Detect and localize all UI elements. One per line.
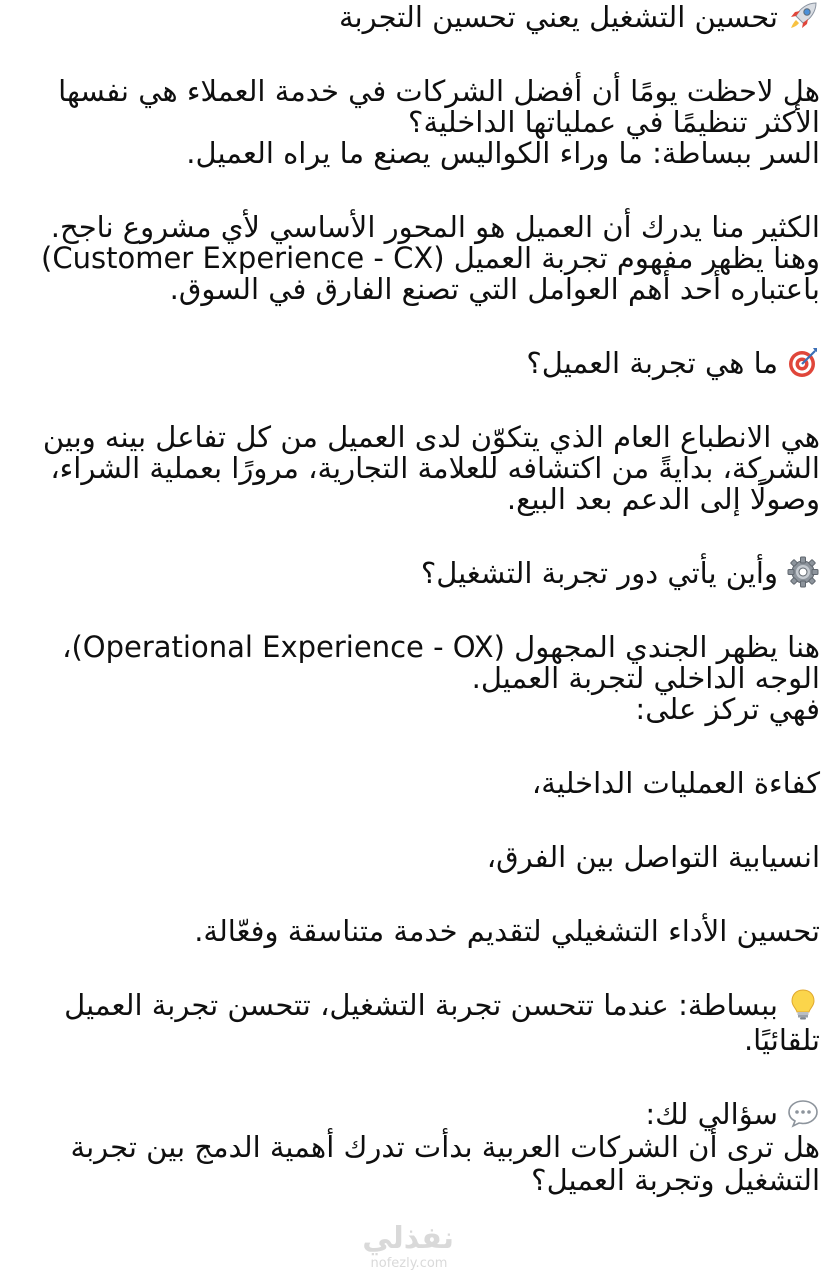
watermark-arabic: نفذلي: [362, 1221, 454, 1256]
question-line-2: التشغيل وتجربة العميل؟: [531, 1163, 820, 1197]
cx-definition-line-2: الشركة، بدايةً من اكتشافه للعلامة التجارية، مرورًا بعملية الشراء،: [50, 451, 820, 485]
post-title-line: [16, 0, 820, 36]
focus-point-3: تحسين الأداء التشغيلي لتقديم خدمة متناسقة وفعّالة.: [194, 914, 820, 948]
watermark-latin: nofezly.com: [370, 1256, 448, 1271]
spacer: [16, 382, 820, 419]
gear-icon: [786, 555, 820, 589]
cx-definition-line-1: هي الانطباع العام الذي يتكوّن لدى العميل من كل تفاعل بينه وبين: [42, 420, 820, 454]
spacer: [16, 876, 820, 913]
spacer: [16, 1059, 820, 1096]
summary-line-1: [16, 987, 820, 1024]
question-heading: سؤالي لك:: [645, 1097, 778, 1131]
cx-definition-line-3: وصولًا إلى الدعم بعد البيع.: [506, 482, 820, 516]
spacer: [16, 308, 820, 345]
intro-line-1: هل لاحظت يومًا أن أفضل الشركات في خدمة العملاء هي نفسها: [58, 74, 820, 108]
question-heading-line: [16, 1096, 820, 1133]
rocket-icon: [786, 0, 820, 33]
target-dart-icon: [786, 345, 820, 379]
spacer: [16, 728, 820, 765]
ox-definition-line-1: هنا يظهر الجندي المجهول (Operational Experience - OX)،: [62, 630, 820, 664]
spacer: [16, 802, 820, 839]
site-watermark: [364, 1222, 454, 1280]
light-bulb-icon: [786, 987, 820, 1021]
cx-intro-line-3: باعتباره أحد أهم العوامل التي تصنع الفارق في السوق.: [169, 272, 820, 306]
ox-definition-line-2: الوجه الداخلي لتجربة العميل.: [471, 661, 820, 695]
ox-heading-line: [16, 555, 820, 592]
focus-point-1: كفاءة العمليات الداخلية،: [531, 766, 820, 800]
speech-bubble-icon: [786, 1096, 820, 1130]
summary-text: ببساطة: عندما تتحسن تجربة التشغيل، تتحسن تجربة العميل: [64, 988, 778, 1022]
spacer: [16, 592, 820, 629]
ox-heading: وأين يأتي دور تجربة التشغيل؟: [420, 556, 778, 590]
focus-point-2: انسيابية التواصل بين الفرق،: [486, 840, 820, 874]
summary-line-2: تلقائيًا.: [743, 1023, 820, 1057]
cx-intro-line-2: وهنا يظهر مفهوم تجربة العميل (Customer Experience - CX): [41, 241, 820, 275]
spacer: [16, 172, 820, 209]
intro-line-2: الأكثر تنظيمًا في عملياتها الداخلية؟: [408, 105, 820, 139]
intro-line-3: السر ببساطة: ما وراء الكواليس يصنع ما يراه العميل.: [186, 136, 820, 170]
post-title: تحسين التشغيل يعني تحسين التجربة: [338, 0, 778, 34]
cx-heading-line: [16, 345, 820, 382]
cx-intro-line-1: الكثير منا يدرك أن العميل هو المحور الأساسي لأي مشروع ناجح.: [50, 210, 820, 244]
spacer: [16, 518, 820, 555]
ox-definition-line-3: فهي تركز على:: [635, 692, 820, 726]
question-line-1: هل ترى أن الشركات العربية بدأت تدرك أهمية الدمج بين تجربة: [70, 1130, 820, 1164]
cx-heading: ما هي تجربة العميل؟: [526, 346, 778, 380]
spacer: [16, 36, 820, 73]
spacer: [16, 950, 820, 987]
